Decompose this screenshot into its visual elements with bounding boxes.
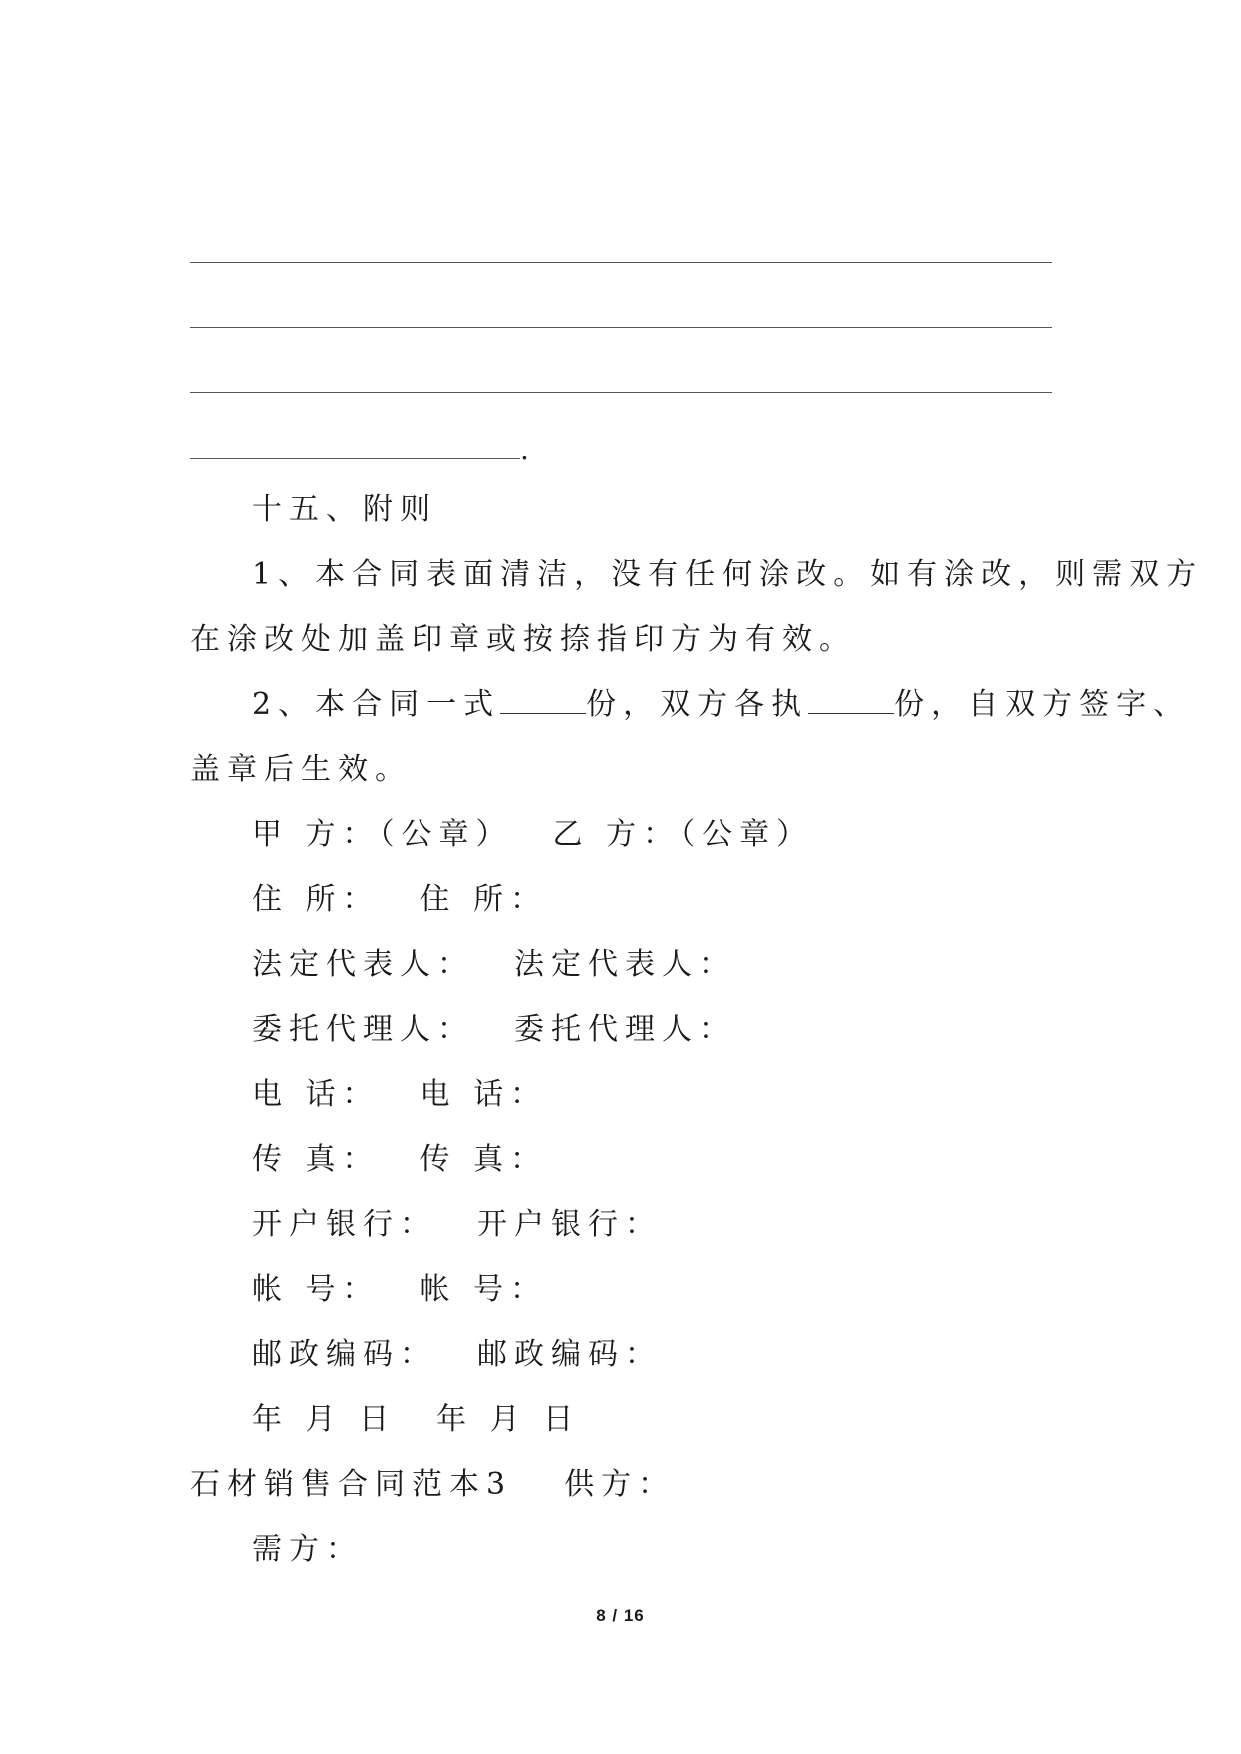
clause-2-text-c: 份，自双方签字、 [894, 687, 1191, 722]
signature-row [252, 1270, 547, 1310]
party-a-field: 传 真： [252, 1142, 380, 1177]
signature-row [252, 880, 547, 920]
party-b-field: 委托代理人： [514, 1012, 736, 1047]
fill-line-2 [190, 327, 1052, 328]
party-a-field: 住 所： [252, 882, 380, 917]
trailing-period: . [520, 433, 529, 466]
party-b-field: 住 所： [419, 882, 548, 917]
page-number: 8 / 16 [596, 1606, 645, 1625]
clause-1-line-1: 1、本合同表面清洁，没有任何涂改。如有涂改，则需双方 [252, 557, 1204, 592]
contract-title: 石材销售合同范本3 [190, 1467, 513, 1502]
party-b-field: 法定代表人： [514, 947, 736, 982]
party-a-field: 甲 方：（公章） [252, 817, 513, 852]
party-a-field: 年 月 日 [252, 1402, 397, 1437]
fill-line-1 [190, 262, 1052, 263]
party-b-field: 开户银行： [477, 1207, 662, 1242]
party-b-field: 年 月 日 [436, 1402, 581, 1437]
party-b-field: 传 真： [419, 1142, 548, 1177]
copies-each-blank [808, 687, 894, 714]
party-b-field: 乙 方：（公章） [552, 817, 814, 852]
party-b-field: 电 话： [419, 1077, 548, 1112]
copies-total-blank [500, 687, 586, 714]
party-b-field: 邮政编码： [477, 1337, 662, 1372]
party-a-field: 电 话： [252, 1077, 380, 1112]
next-contract-title [190, 1465, 675, 1505]
party-a-field: 法定代表人： [252, 947, 474, 982]
signature-row [252, 1010, 736, 1050]
party-b-field: 帐 号： [419, 1272, 548, 1307]
signature-row [252, 945, 736, 985]
supplier-label: 供方： [564, 1467, 676, 1502]
signature-row [252, 1335, 662, 1375]
signature-row [252, 815, 813, 855]
signature-row [252, 1205, 662, 1245]
fill-line-3 [190, 392, 1052, 393]
fill-line-4 [190, 458, 520, 459]
clause-2-text-a: 2、本合同一式 [252, 687, 501, 722]
buyer-label: 需方： [252, 1532, 363, 1567]
section-heading: 十五、附则 [252, 492, 437, 527]
clause-2-line-2: 盖章后生效。 [190, 752, 412, 787]
signature-row [252, 1075, 547, 1115]
clause-1-line-2: 在涂改处加盖印章或按捺指印方为有效。 [190, 622, 856, 657]
signature-row [252, 1400, 580, 1440]
party-a-field: 帐 号： [252, 1272, 380, 1307]
signature-row [252, 1140, 547, 1180]
clause-2-line-1 [252, 685, 1190, 725]
party-a-field: 邮政编码： [252, 1337, 437, 1372]
party-a-field: 开户银行： [252, 1207, 437, 1242]
party-a-field: 委托代理人： [252, 1012, 474, 1047]
clause-2-text-b: 份，双方各执 [586, 687, 809, 722]
